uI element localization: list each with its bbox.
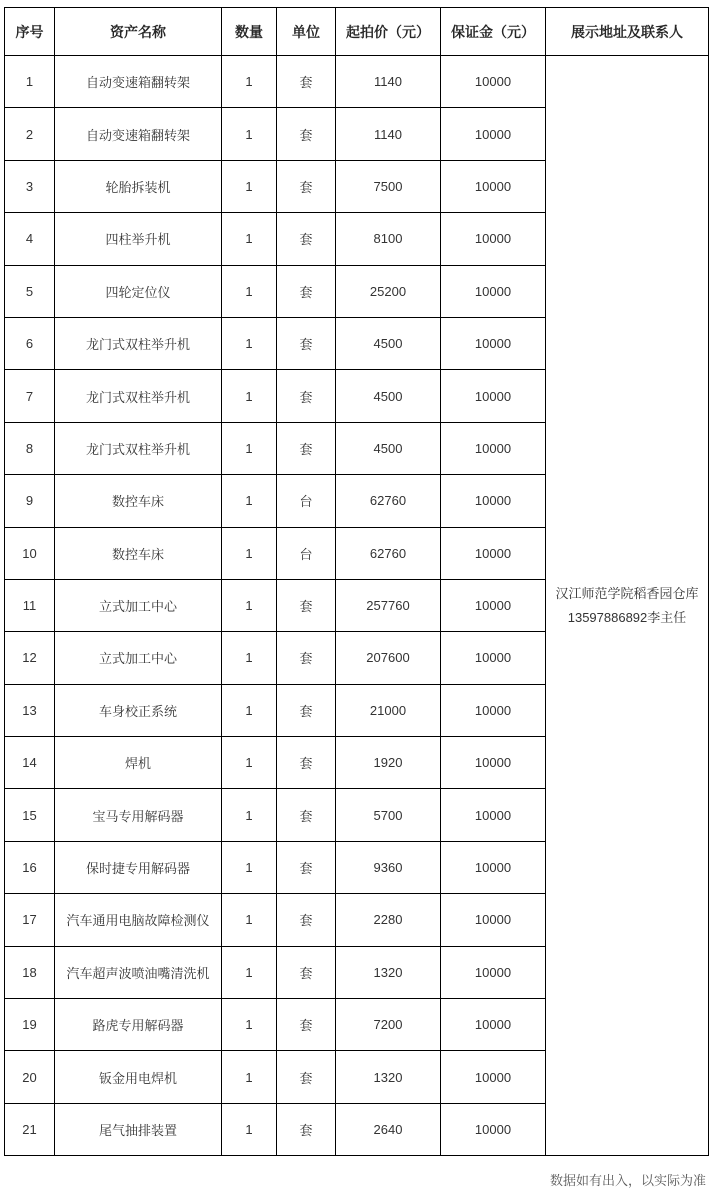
serial-cell: 16 xyxy=(5,841,55,893)
quantity-cell: 1 xyxy=(222,160,277,212)
unit-cell: 套 xyxy=(277,789,336,841)
address-line: 汉江师范学院稻香园仓库 xyxy=(555,585,699,601)
asset-name-cell: 车身校正系统 xyxy=(55,684,222,736)
asset-name-cell: 自动变速箱翻转架 xyxy=(55,108,222,160)
column-header-quantity: 数量 xyxy=(222,8,277,56)
asset-table-body xyxy=(5,56,709,1156)
deposit-cell: 10000 xyxy=(441,265,546,317)
column-header-deposit: 保证金（元） xyxy=(441,8,546,56)
asset-name-cell: 路虎专用解码器 xyxy=(55,999,222,1051)
asset-name-cell: 龙门式双柱举升机 xyxy=(55,317,222,369)
quantity-cell: 1 xyxy=(222,475,277,527)
deposit-cell: 10000 xyxy=(441,370,546,422)
start-price-cell: 257760 xyxy=(336,579,441,631)
serial-cell: 4 xyxy=(5,213,55,265)
quantity-cell: 1 xyxy=(222,632,277,684)
deposit-cell: 10000 xyxy=(441,841,546,893)
serial-cell: 1 xyxy=(5,56,55,108)
table-row xyxy=(5,56,709,108)
column-header-start-price: 起拍价（元） xyxy=(336,8,441,56)
deposit-cell: 10000 xyxy=(441,1103,546,1155)
column-header-address-contact: 展示地址及联系人 xyxy=(546,8,709,56)
start-price-cell: 207600 xyxy=(336,632,441,684)
quantity-cell: 1 xyxy=(222,1051,277,1103)
quantity-cell: 1 xyxy=(222,894,277,946)
quantity-cell: 1 xyxy=(222,789,277,841)
start-price-cell: 25200 xyxy=(336,265,441,317)
unit-cell: 套 xyxy=(277,160,336,212)
quantity-cell: 1 xyxy=(222,213,277,265)
quantity-cell: 1 xyxy=(222,527,277,579)
start-price-cell: 62760 xyxy=(336,475,441,527)
start-price-cell: 2280 xyxy=(336,894,441,946)
serial-cell: 14 xyxy=(5,737,55,789)
deposit-cell: 10000 xyxy=(441,894,546,946)
column-header-asset-name: 资产名称 xyxy=(55,8,222,56)
serial-cell: 5 xyxy=(5,265,55,317)
start-price-cell: 4500 xyxy=(336,422,441,474)
unit-cell: 套 xyxy=(277,317,336,369)
column-header-serial: 序号 xyxy=(5,8,55,56)
unit-cell: 套 xyxy=(277,579,336,631)
serial-cell: 10 xyxy=(5,527,55,579)
deposit-cell: 10000 xyxy=(441,1051,546,1103)
deposit-cell: 10000 xyxy=(441,999,546,1051)
serial-cell: 2 xyxy=(5,108,55,160)
deposit-cell: 10000 xyxy=(441,684,546,736)
asset-name-cell: 四轮定位仪 xyxy=(55,265,222,317)
asset-name-cell: 轮胎拆装机 xyxy=(55,160,222,212)
start-price-cell: 1140 xyxy=(336,108,441,160)
serial-cell: 3 xyxy=(5,160,55,212)
quantity-cell: 1 xyxy=(222,737,277,789)
asset-name-cell: 数控车床 xyxy=(55,475,222,527)
unit-cell: 套 xyxy=(277,370,336,422)
start-price-cell: 9360 xyxy=(336,841,441,893)
deposit-cell: 10000 xyxy=(441,789,546,841)
asset-listing-table xyxy=(4,7,709,1156)
unit-cell: 套 xyxy=(277,422,336,474)
unit-cell: 台 xyxy=(277,527,336,579)
quantity-cell: 1 xyxy=(222,422,277,474)
deposit-cell: 10000 xyxy=(441,108,546,160)
unit-cell: 套 xyxy=(277,946,336,998)
quantity-cell: 1 xyxy=(222,370,277,422)
contact-line: 13597886892李主任 xyxy=(567,609,687,625)
asset-name-cell: 立式加工中心 xyxy=(55,632,222,684)
serial-cell: 18 xyxy=(5,946,55,998)
start-price-cell: 4500 xyxy=(336,317,441,369)
quantity-cell: 1 xyxy=(222,1103,277,1155)
serial-cell: 20 xyxy=(5,1051,55,1103)
start-price-cell: 7200 xyxy=(336,999,441,1051)
start-price-cell: 1320 xyxy=(336,946,441,998)
quantity-cell: 1 xyxy=(222,999,277,1051)
quantity-cell: 1 xyxy=(222,56,277,108)
unit-cell: 套 xyxy=(277,1103,336,1155)
unit-cell: 套 xyxy=(277,108,336,160)
asset-name-cell: 汽车超声波喷油嘴清洗机 xyxy=(55,946,222,998)
serial-cell: 6 xyxy=(5,317,55,369)
display-address-contact-cell xyxy=(546,56,709,1156)
quantity-cell: 1 xyxy=(222,841,277,893)
deposit-cell: 10000 xyxy=(441,946,546,998)
unit-cell: 套 xyxy=(277,841,336,893)
data-disclaimer-note: 数据如有出入，以实际为准 xyxy=(549,1173,706,1188)
asset-name-cell: 钣金用电焊机 xyxy=(55,1051,222,1103)
serial-cell: 12 xyxy=(5,632,55,684)
asset-name-cell: 龙门式双柱举升机 xyxy=(55,422,222,474)
start-price-cell: 1920 xyxy=(336,737,441,789)
serial-cell: 7 xyxy=(5,370,55,422)
start-price-cell: 21000 xyxy=(336,684,441,736)
quantity-cell: 1 xyxy=(222,265,277,317)
deposit-cell: 10000 xyxy=(441,56,546,108)
start-price-cell: 5700 xyxy=(336,789,441,841)
start-price-cell: 1140 xyxy=(336,56,441,108)
deposit-cell: 10000 xyxy=(441,737,546,789)
unit-cell: 套 xyxy=(277,632,336,684)
column-header-unit: 单位 xyxy=(277,8,336,56)
unit-cell: 套 xyxy=(277,999,336,1051)
asset-name-cell: 立式加工中心 xyxy=(55,579,222,631)
asset-name-cell: 焊机 xyxy=(55,737,222,789)
serial-cell: 17 xyxy=(5,894,55,946)
serial-cell: 8 xyxy=(5,422,55,474)
quantity-cell: 1 xyxy=(222,317,277,369)
asset-name-cell: 四柱举升机 xyxy=(55,213,222,265)
deposit-cell: 10000 xyxy=(441,213,546,265)
deposit-cell: 10000 xyxy=(441,632,546,684)
start-price-cell: 7500 xyxy=(336,160,441,212)
deposit-cell: 10000 xyxy=(441,475,546,527)
serial-cell: 9 xyxy=(5,475,55,527)
unit-cell: 套 xyxy=(277,894,336,946)
asset-name-cell: 保时捷专用解码器 xyxy=(55,841,222,893)
asset-name-cell: 数控车床 xyxy=(55,527,222,579)
deposit-cell: 10000 xyxy=(441,160,546,212)
serial-cell: 13 xyxy=(5,684,55,736)
serial-cell: 21 xyxy=(5,1103,55,1155)
asset-name-cell: 宝马专用解码器 xyxy=(55,789,222,841)
start-price-cell: 1320 xyxy=(336,1051,441,1103)
unit-cell: 套 xyxy=(277,265,336,317)
deposit-cell: 10000 xyxy=(441,317,546,369)
unit-cell: 套 xyxy=(277,1051,336,1103)
deposit-cell: 10000 xyxy=(441,527,546,579)
serial-cell: 11 xyxy=(5,579,55,631)
asset-name-cell: 汽车通用电脑故障检测仪 xyxy=(55,894,222,946)
start-price-cell: 62760 xyxy=(336,527,441,579)
header-row xyxy=(5,8,709,56)
asset-name-cell: 自动变速箱翻转架 xyxy=(55,56,222,108)
table-header xyxy=(5,8,709,56)
unit-cell: 套 xyxy=(277,684,336,736)
asset-name-cell: 尾气抽排装置 xyxy=(55,1103,222,1155)
quantity-cell: 1 xyxy=(222,946,277,998)
serial-cell: 15 xyxy=(5,789,55,841)
start-price-cell: 8100 xyxy=(336,213,441,265)
unit-cell: 台 xyxy=(277,475,336,527)
unit-cell: 套 xyxy=(277,213,336,265)
start-price-cell: 4500 xyxy=(336,370,441,422)
serial-cell: 19 xyxy=(5,999,55,1051)
deposit-cell: 10000 xyxy=(441,579,546,631)
start-price-cell: 2640 xyxy=(336,1103,441,1155)
asset-name-cell: 龙门式双柱举升机 xyxy=(55,370,222,422)
quantity-cell: 1 xyxy=(222,579,277,631)
auction-asset-page xyxy=(0,7,716,1196)
quantity-cell: 1 xyxy=(222,108,277,160)
unit-cell: 套 xyxy=(277,56,336,108)
unit-cell: 套 xyxy=(277,737,336,789)
quantity-cell: 1 xyxy=(222,684,277,736)
deposit-cell: 10000 xyxy=(441,422,546,474)
